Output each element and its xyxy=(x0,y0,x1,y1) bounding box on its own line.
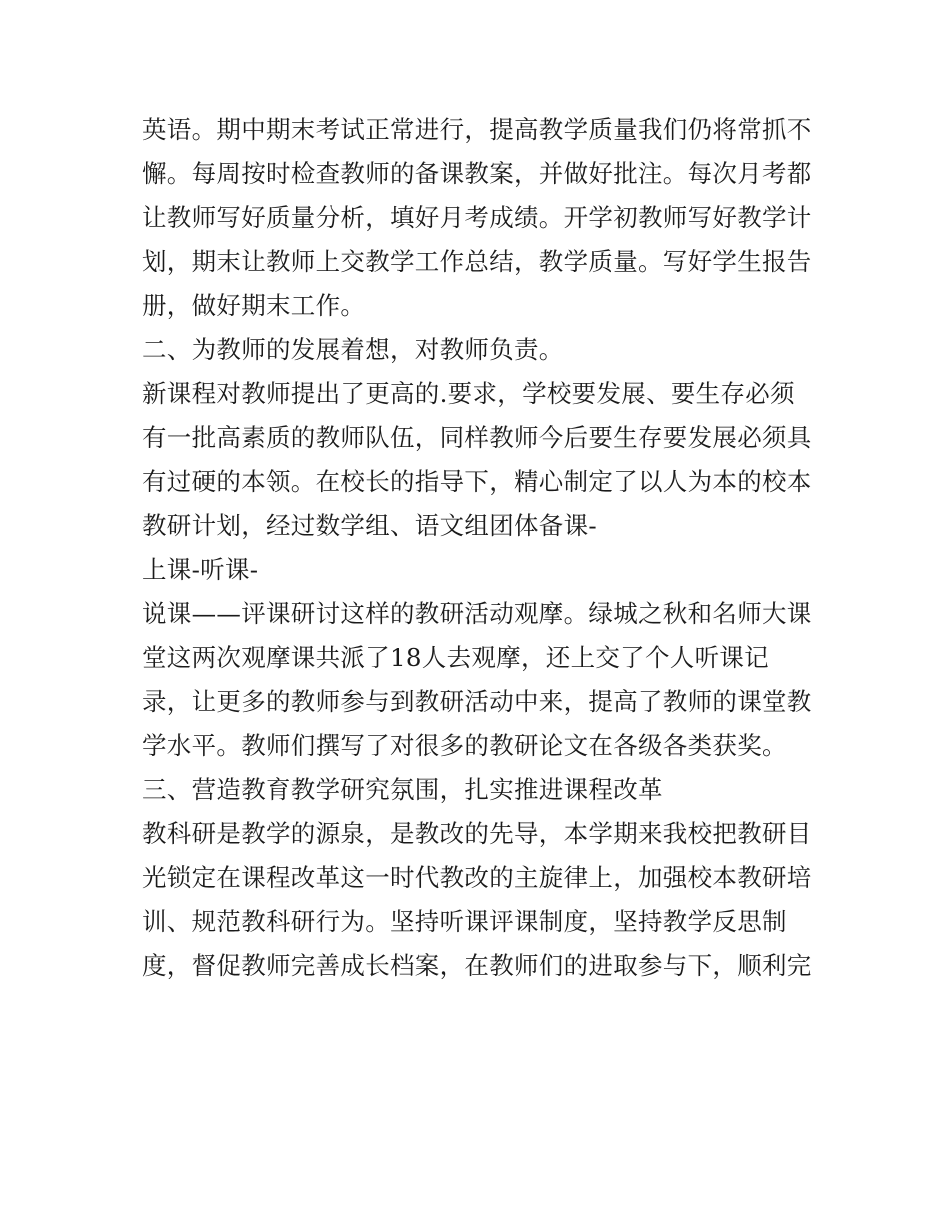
text-line: 有过硬的本领。在校长的指导下，精心制定了以人为本的校本 xyxy=(142,467,812,496)
document-body xyxy=(142,108,822,988)
text-line: 堂这两次观摩课共派了18人去观摩，还上交了个人听课记 xyxy=(142,643,769,672)
text-line: 册，做好期末工作。 xyxy=(142,291,366,320)
text-line: 学水平。教师们撰写了对很多的教研论文在各级各类获奖。 xyxy=(142,731,787,760)
text-line: 有一批高素质的教师队伍，同样教师今后要生存要发展必须具 xyxy=(142,423,812,452)
text-line: 英语。期中期末考试正常进行，提高教学质量我们仍将常抓不 xyxy=(142,115,812,144)
text-line: 划，期末让教师上交教学工作总结，教学质量。写好学生报告 xyxy=(142,247,812,276)
text-line: 录，让更多的教师参与到教研活动中来，提高了教师的课堂教 xyxy=(142,687,812,716)
text-line: 上课-听课- xyxy=(142,555,259,584)
text-line: 懈。每周按时检查教师的备课教案，并做好批注。每次月考都 xyxy=(142,159,812,188)
text-line: 度，督促教师完善成长档案，在教师们的进取参与下，顺利完 xyxy=(142,951,812,980)
text-line: 教科研是教学的源泉，是教改的先导，本学期来我校把教研目 xyxy=(142,819,812,848)
section-heading: 二、为教师的发展着想，对教师负责。 xyxy=(142,335,564,364)
text-line: 教研计划，经过数学组、语文组团体备课- xyxy=(142,511,597,540)
section-heading: 三、营造教育教学研究氛围，扎实推进课程改革 xyxy=(142,775,663,804)
text-line: 新课程对教师提出了更高的.要求，学校要发展、要生存必须 xyxy=(142,379,795,408)
text-line: 说课——评课研讨这样的教研活动观摩。绿城之秋和名师大课 xyxy=(142,599,812,628)
text-line: 训、规范教科研行为。坚持听课评课制度，坚持教学反思制 xyxy=(142,907,787,936)
text-line: 光锁定在课程改革这一时代教改的主旋律上，加强校本教研培 xyxy=(142,863,812,892)
text-line: 让教师写好质量分析，填好月考成绩。开学初教师写好教学计 xyxy=(142,203,812,232)
